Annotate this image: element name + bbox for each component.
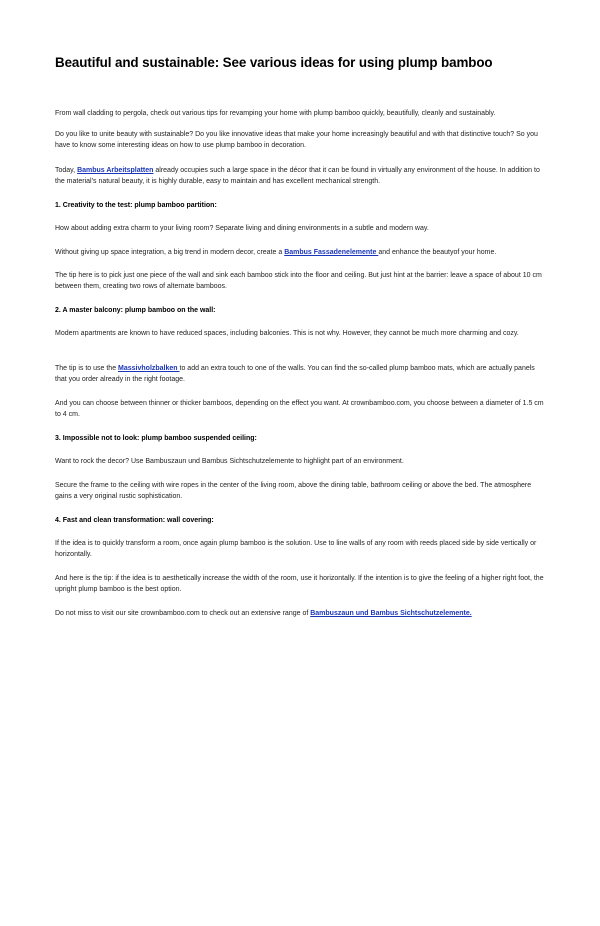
- link-massivholzbalken[interactable]: Massivholzbalken: [118, 365, 180, 372]
- section1-paragraph-1: How about adding extra charm to your living room? Separate living and dining environments in a subtle and modern way.: [55, 225, 429, 232]
- section4-heading: 4. Fast and clean transformation: wall covering:: [55, 517, 214, 524]
- link-bambuszaun-sichtschutzelemente[interactable]: Bambuszaun und Bambus Sichtschutzelemente.: [310, 610, 472, 617]
- section2-text-before: The tip is to use the: [55, 365, 119, 372]
- section1-paragraph-3: The tip here is to pick just one piece of the wall and sink each bamboo stick into the floor and ceiling. But just hint at the barrier: leave a space of about 10 cm between them, creating two rows of alternate bamboos.: [55, 272, 542, 291]
- section2-paragraph-2: [55, 363, 547, 386]
- today-paragraph: [55, 165, 547, 188]
- section2-paragraph-3: And you can choose between thinner or thicker bamboos, depending on the effect you want. At crownbamboo.com, you choose between a diameter of 1.5 cm to 4 cm.: [55, 400, 544, 419]
- section2-text-after: to add an extra touch to one of the walls. You can find the so-called plump bamboo mats, which are actually panels that you order already in the right footage.: [55, 365, 535, 384]
- section2-heading: 2. A master balcony: plump bamboo on the wall:: [55, 307, 216, 314]
- closing-paragraph: [55, 608, 547, 619]
- today-text-before: Today,: [55, 167, 78, 174]
- section3-paragraph-2: Secure the frame to the ceiling with wire ropes in the center of the living room, above the dining table, bathroom ceiling or above the bed. The atmosphere gains a very original rustic sophistication.: [55, 482, 532, 501]
- link-bambus-arbeitsplatten[interactable]: Bambus Arbeitsplatten: [77, 167, 154, 174]
- today-text-after: already occupies such a large space in the décor that it can be found in virtually any environment of the house. In addition to the material’s natural beauty, it is highly durable, easy to maintain and has excellent mechanical strength.: [55, 167, 540, 186]
- closing-text-before: Do not miss to visit our site crownbamboo.com to check out an extensive range of: [55, 610, 311, 617]
- section1-text-before: Without giving up space integration, a big trend in modern decor, create a: [55, 249, 285, 256]
- section1-text-after: and enhance the beautyof your home.: [378, 249, 497, 256]
- link-bambus-fassadenelemente[interactable]: Bambus Fassadenelemente: [284, 249, 379, 256]
- section2-paragraph-1: Modern apartments are known to have reduced spaces, including balconies. This is not why. However, they cannot be much more charming and cozy.: [55, 330, 519, 337]
- section1-heading: 1. Creativity to the test: plump bamboo partition:: [55, 202, 217, 209]
- section4-paragraph-1: If the idea is to quickly transform a room, once again plump bamboo is the solution. Use to line walls of any room with reeds placed side by side vertically or horizontally.: [55, 540, 537, 559]
- section3-paragraph-1: Want to rock the decor? Use Bambuszaun und Bambus Sichtschutzelemente to highlight part of an environment.: [55, 458, 404, 465]
- section3-heading: 3. Impossible not to look: plump bamboo suspended ceiling:: [55, 435, 257, 442]
- unite-paragraph: Do you like to unite beauty with sustainable? Do you like innovative ideas that make your home increasingly beautiful and with that distinctive touch? So you have to know some interesting ideas on how to use plump bamboo in decoration.: [55, 131, 538, 150]
- page-title: Beautiful and sustainable: See various ideas for using plump bamboo: [55, 55, 493, 70]
- intro-paragraph: From wall cladding to pergola, check out various tips for revamping your home with plump bamboo quickly, beautifully, cleanly and sustainably.: [55, 110, 496, 117]
- section1-paragraph-2: [55, 247, 547, 258]
- section4-paragraph-2: And here is the tip: if the idea is to aesthetically increase the width of the room, use it horizontally. If the intention is to give the feeling of a higher right foot, the upright plump bamboo is the best option.: [55, 575, 544, 594]
